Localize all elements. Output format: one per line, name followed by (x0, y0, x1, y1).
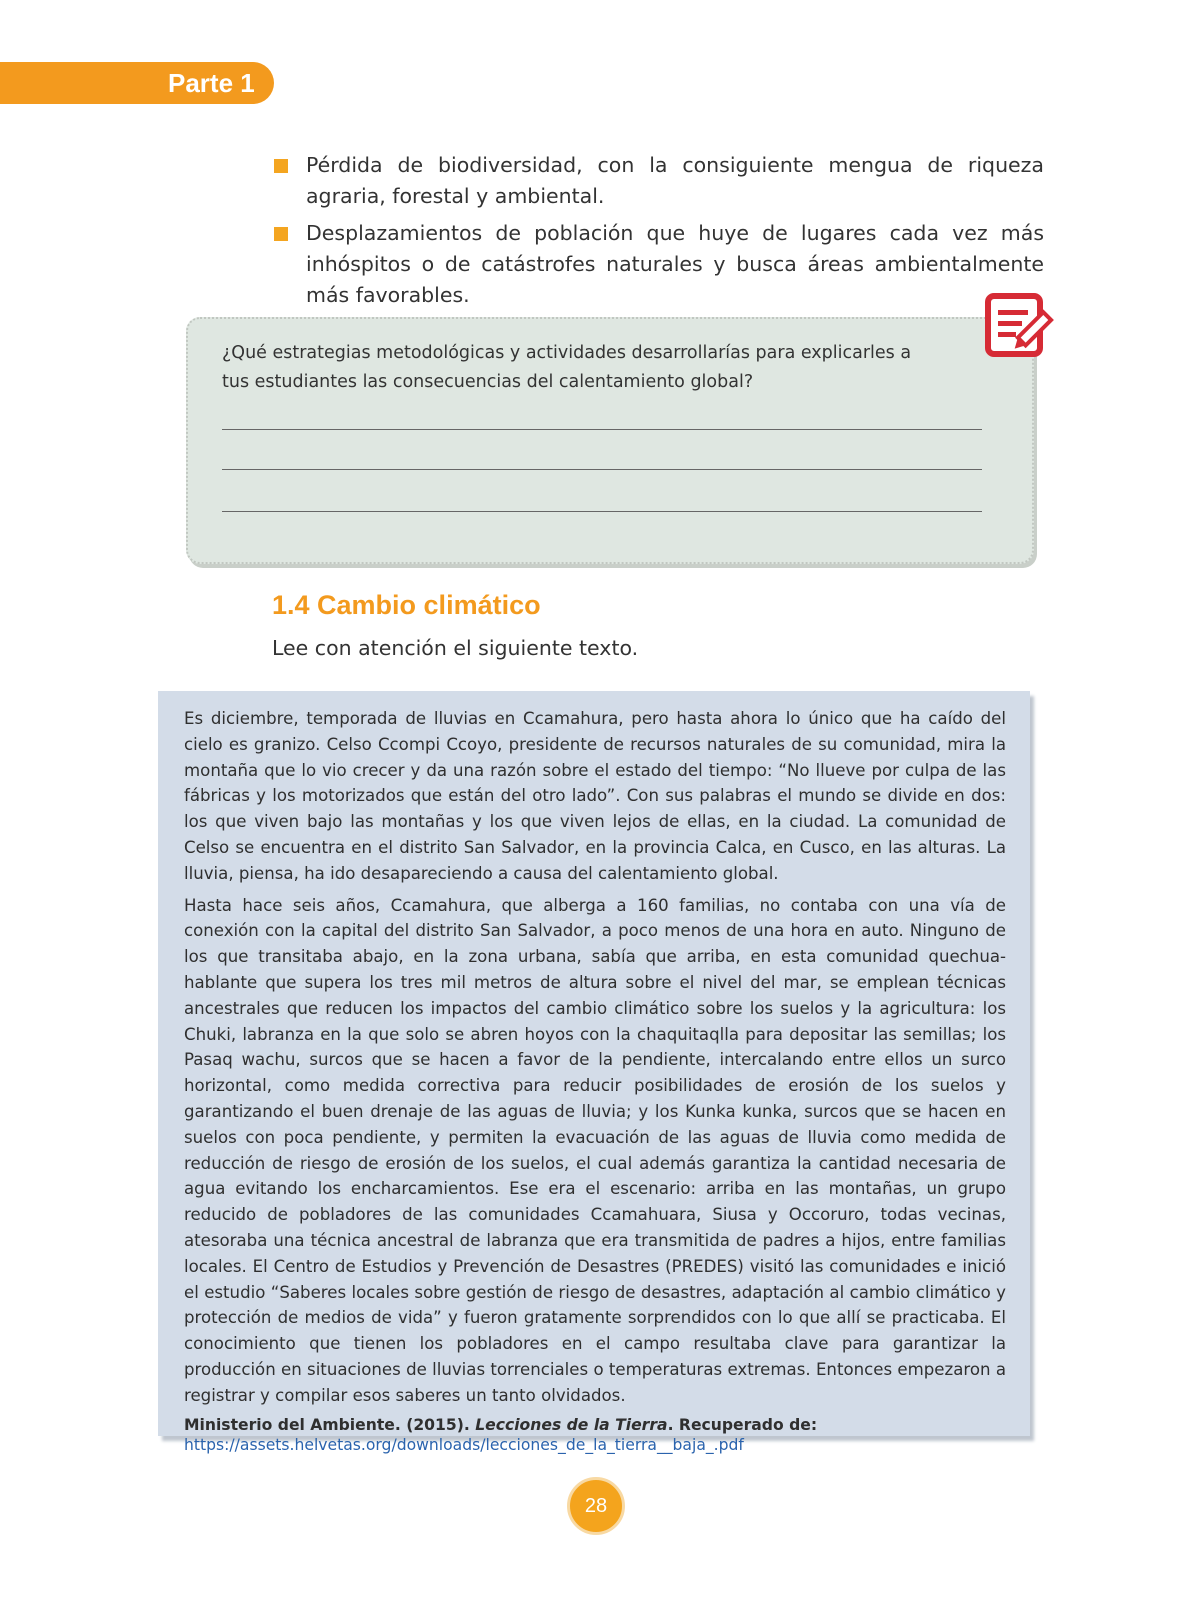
notepad-pencil-icon (984, 290, 1064, 362)
reflection-box (186, 317, 1034, 564)
page-number: 28 (567, 1477, 625, 1535)
part-label: Parte 1 (168, 68, 255, 98)
citation-link[interactable]: https://assets.helvetas.org/downloads/lecciones_de_la_tierra__baja_.pdf (184, 1435, 744, 1454)
reading-paragraph: Hasta hace seis años, Ccamahura, que alberga a 160 familias, no contaba con una vía de conexión con la capital del distrito San Salvador, a poco menos de una hora en auto. Ninguno de los que transitaba abajo, en la zona urbana, sabía que arriba, en esta comunidad quechua-hablante que supera los tres mil metros de altura sobre el nivel del mar, se emplean técnicas ancestrales que reducen los impactos del cambio climático sobre los suelos y la agricultura: los Chuki, labranza en la que solo se abren hoyos con la chaquitaqlla para depositar las semillas; los Pasaq wachu, surcos que se hacen a favor de la pendiente, intercalando entre ellos un surco horizontal, como medida correctiva para reducir posibilidades de erosión de los suelos y garantizando el buen drenaje de las aguas de lluvia; y los Kunka kunka, surcos que se hacen en suelos con poca pendiente, y permiten la evacuación de las aguas de lluvia como medida de reducción de riesgo de erosión de los suelos, el cual además garantiza la cantidad necesaria de agua evitando los encharcamientos. Ese era el escenario: arriba en las montañas, un grupo reducido de pobladores de las comunidades Ccamahuara, Siusa y Occoruro, todas vecinas, atesoraba una técnica ancestral de labranza que era transmitida de padres a hijos, entre familias locales. El Centro de Estudios y Prevención de Desastres (PREDES) visitó las comunidades e inició el estudio “Saberes locales sobre gestión de riesgo de desastres, adaptación al cambio climático y protección de medios de vida” y fueron gratamente sorprendidos con lo que allí se practicaba. El conocimiento que tienen los pobladores en el campo resultaba clave para garantizar la producción en situaciones de lluvias torrenciales o temperaturas extremas. Entonces empezaron a registrar y compilar esos saberes un tanto olvidados. (184, 895, 1006, 1405)
citation (158, 1415, 1030, 1435)
square-bullet-icon (274, 159, 288, 173)
reading-paragraph: Es diciembre, temporada de lluvias en Ccamahura, pero hasta ahora lo único que ha caído del cielo es granizo. Celso Ccompi Ccoyo, presidente de recursos naturales de su comunidad, mira la montaña que lo vio crecer y da una razón sobre el estado del tiempo: “No llueve por culpa de las fábricas y los motorizados que están del otro lado”. Con sus palabras el mundo se divide en dos: los que viven bajo las montañas y los que viven lejos de ellas, en la ciudad. La comunidad de Celso se encuentra en el distrito San Salvador, en la provincia Calca, en Cusco, en las alturas. La lluvia, piensa, ha ido desapareciendo a causa del calentamiento global. (184, 709, 1006, 883)
citation-prefix: Ministerio del Ambiente. (2015). (184, 1415, 476, 1434)
list-item-text: Desplazamientos de población que huye de lugares cada vez más inhóspitos o de catástrofes naturales y busca áreas ambientalmente más favorables. (306, 221, 1044, 307)
section-title: 1.4 Cambio climático (272, 590, 541, 620)
reflection-question: ¿Qué estrategias metodológicas y actividades desarrollarías para explicarles a tus estudiantes las consecuencias del calentamiento global? (222, 343, 912, 392)
answer-line[interactable] (222, 429, 982, 430)
square-bullet-icon (274, 227, 288, 241)
part-tab (0, 62, 274, 104)
bullet-list (274, 150, 1044, 317)
section-intro: Lee con atención el siguiente texto. (272, 636, 639, 660)
list-item (274, 218, 1044, 311)
list-item-text: Pérdida de biodiversidad, con la consiguiente mengua de riqueza agraria, forestal y ambiental. (306, 153, 1044, 208)
citation-suffix: . Recuperado de: (667, 1415, 818, 1434)
list-item (274, 150, 1044, 212)
reading-box (158, 691, 1030, 1454)
answer-line[interactable] (222, 469, 982, 470)
citation-title: Lecciones de la Tierra (475, 1415, 668, 1434)
answer-line[interactable] (222, 511, 982, 512)
